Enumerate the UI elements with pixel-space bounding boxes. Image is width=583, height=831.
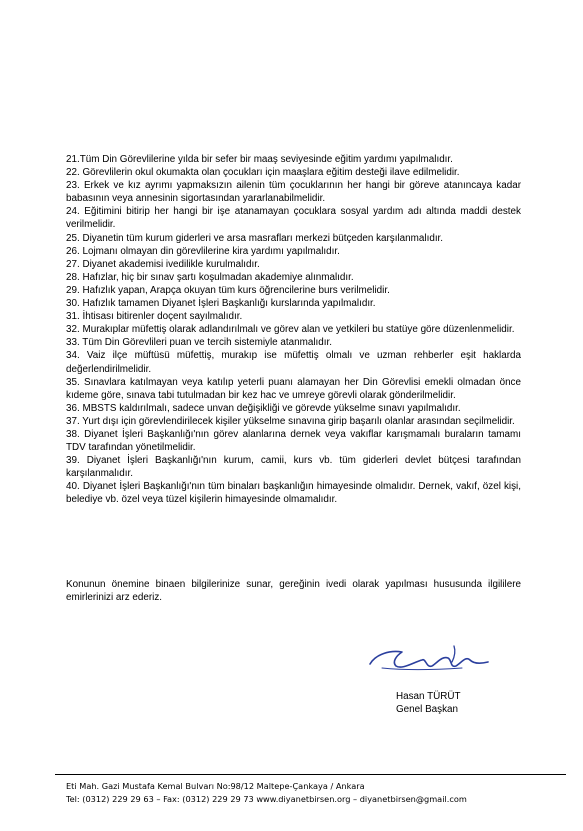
closing-paragraph: Konunun önemine binaen bilgilerinize sunar, gereğinin ivedi olarak yapılması hususunda ilgililere emirlerinizi arz ederiz.: [66, 579, 521, 604]
signer-name: Hasan TÜRÜT: [396, 691, 461, 702]
list-item: 28. Hafızlar, hiç bir sınav şartı koşulmadan akademiye alınmalıdır.: [66, 271, 354, 283]
list-item: 22. Görevlilerin okul okumakta olan çocukları için maaşlara eğitim desteği ilave edilmelidir.: [66, 167, 460, 179]
footer-contact: Tel: (0312) 229 29 63 – Fax: (0312) 229 29 73 www.diyanetbirsen.org – diyanetbirsen@gmail.com: [66, 794, 467, 804]
footer-address: Eti Mah. Gazi Mustafa Kemal Bulvarı No:98/12 Maltepe-Çankaya / Ankara: [66, 781, 365, 791]
list-item: 32. Murakıplar müfettiş olarak adlandırılmalı ve görev alan ve yetkileri bu statüye göre düzenlenmelidir.: [66, 324, 515, 336]
list-item: 26. Lojmanı olmayan din görevlilerine kira yardımı yapılmalıdır.: [66, 245, 340, 257]
footer-divider: [55, 774, 566, 775]
list-item: 24. Eğitimini bitirip her hangi bir işe atanamayan çocuklara sosyal yardım adı altında maddi destek verilmelidir.: [66, 206, 521, 231]
footer: [66, 780, 566, 806]
list-item: 30. Hafızlık tamamen Diyanet İşleri Başkanlığı kurslarında yapılmalıdır.: [66, 298, 376, 310]
list-item: 40. Diyanet İşleri Başkanlığı'nın tüm binaları başkanlığın himayesinde olmalıdır. Dernek, vakıf, özel kişi, belediye vb. özel veya tüzel kişilerin himayesinde olmamalıdır.: [66, 481, 521, 506]
signer-block: [396, 690, 461, 716]
list-item: 33. Tüm Din Görevlileri puan ve tercih sistemiyle atanmalıdır.: [66, 337, 333, 349]
list-item: 27. Diyanet akademisi ivedilikle kurulmalıdır.: [66, 258, 260, 270]
list-item: 34. Vaiz ilçe müftüsü müfettiş, murakıp ise müfettiş olmalı ve uzman rehberler eşit haklarda değerlendirilmelidir.: [66, 350, 521, 375]
signer-title: Genel Başkan: [396, 704, 459, 715]
list-item: 38. Diyanet İşleri Başkanlığı'nın görev alanlarına dernek veya vakıflar karışmamalı buraların tamamı TDV tarafından yönetilmelidir.: [66, 428, 521, 454]
demands-list: [66, 153, 521, 507]
list-item: 21.Tüm Din Görevlilerine yılda bir sefer bir maaş seviyesinde eğitim yardımı yapılmalıdır.: [66, 154, 453, 165]
handwritten-signature: [362, 634, 494, 684]
list-item: 25. Diyanetin tüm kurum giderleri ve arsa masrafları merkezi bütçeden karşılanmalıdır.: [66, 232, 444, 244]
list-item: 35. Sınavlara katılmayan veya katılıp yeterli puanı alamayan her Din Görevlisi emekli olmadan önce kıdeme göre, sınava tabi tutulmadan bir kez hac ve umreye görevli olarak gönderilmelidir.: [66, 376, 521, 401]
list-item: 29. Hafızlık yapan, Arapça okuyan tüm kurs öğrencilerine burs verilmelidir.: [66, 284, 390, 296]
list-item: 31. İhtisası bitirenler doçent sayılmalıdır.: [66, 311, 243, 323]
list-item: 23. Erkek ve kız ayrımı yapmaksızın ailenin tüm çocuklarının her hangi bir göreve atanıncaya kadar babasının veya annesinin sigortasından yararlanabilmelidir.: [66, 180, 521, 205]
list-item: 39. Diyanet İşleri Başkanlığı'nın kurum, camii, kurs vb. tüm giderleri devlet bütçesi tarafından karşılanmalıdır.: [66, 455, 521, 480]
list-item: 36. MBSTS kaldırılmalı, sadece unvan değişikliği ve görevde yükselme sınavı yapılmalıdır.: [66, 402, 461, 414]
list-item: 37. Yurt dışı için görevlendirilecek kişiler yükselme sınavına girip başarılı olanlar arasından seçilmelidir.: [66, 415, 515, 427]
